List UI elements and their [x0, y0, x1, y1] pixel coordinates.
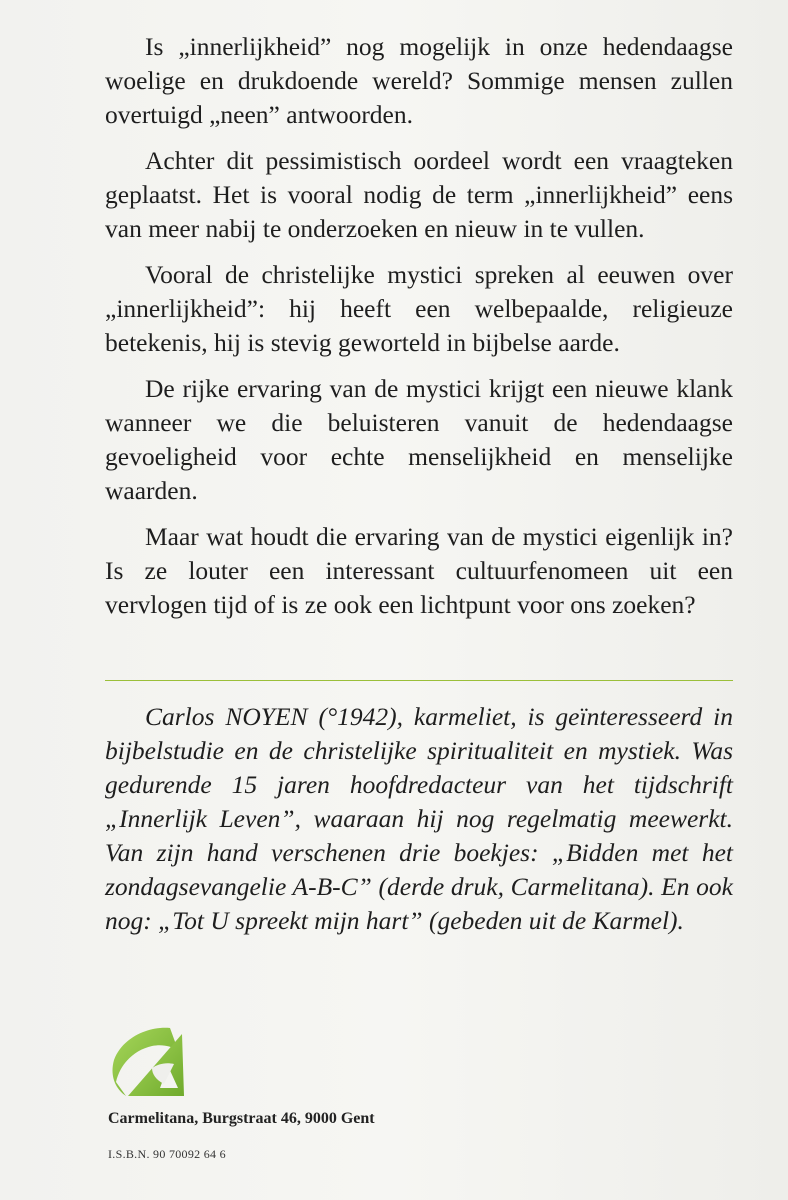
- blurb-paragraph-3: Vooral de christelijke mystici spreken al eeuwen over „innerlijkheid”: hij heeft een welbepaalde, religieuze betekenis, hij is stevig geworteld in bijbelse aarde.: [105, 260, 733, 357]
- publisher-address: Carmelitana, Burgstraat 46, 9000 Gent: [108, 1110, 375, 1127]
- blurb-paragraph-4: De rijke ervaring van de mystici krijgt een nieuwe klank wanneer we die beluisteren vanuit de hedendaagse gevoeligheid voor echte menselijkheid en menselijke waarden.: [105, 374, 733, 505]
- blurb-text: [105, 30, 733, 634]
- blurb-paragraph-1: Is „innerlijkheid” nog mogelijk in onze hedendaagse woelige en drukdoende wereld? Sommige mensen zullen overtuigd „neen” antwoorden.: [105, 32, 733, 129]
- section-divider: [105, 680, 733, 681]
- publisher-logo-icon: [108, 1024, 188, 1100]
- isbn-number: I.S.B.N. 90 70092 64 6: [108, 1147, 226, 1161]
- blurb-paragraph-2: Achter dit pessimistisch oordeel wordt een vraagteken geplaatst. Het is vooral nodig de term „innerlijkheid” eens van meer nabij te onderzoeken en nieuw in te vullen.: [105, 146, 733, 243]
- blurb-paragraph-5: Maar wat houdt die ervaring van de mystici eigenlijk in? Is ze louter een interessant cultuurfenomeen uit een vervlogen tijd of is ze ook een lichtpunt voor ons zoeken?: [105, 522, 733, 619]
- author-bio: Carlos NOYEN (°1942), karmeliet, is geïnteresseerd in bijbelstudie en de christelijke spiritualiteit en mystiek. Was gedurende 15 jaren hoofdredacteur van het tijdschrift „Innerlijk Leven”, waaraan hij nog regelmatig meewerkt. Van zijn hand verschenen drie boekjes: „Bidden met het zondagsevangelie A-B-C” (derde druk, Carmelitana). En ook nog: „Tot U spreekt mijn hart” (gebeden uit de Karmel).: [105, 702, 733, 935]
